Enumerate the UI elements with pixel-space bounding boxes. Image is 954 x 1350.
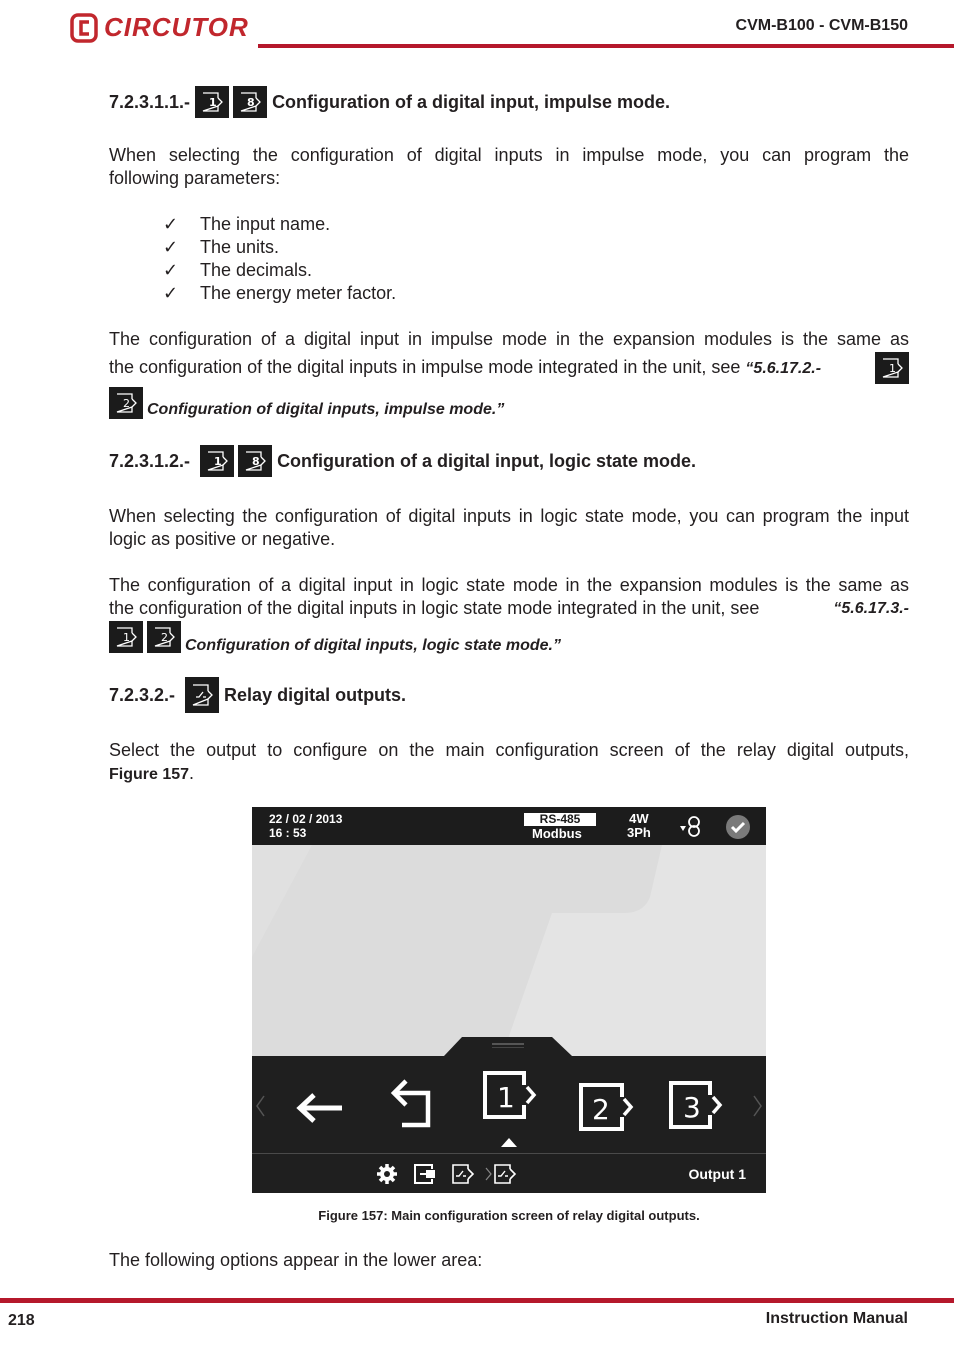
check-mark-icon: ✓ bbox=[163, 237, 179, 257]
status-bar bbox=[252, 807, 766, 845]
icon-digit: 8 bbox=[247, 96, 255, 109]
reference-line bbox=[109, 619, 561, 655]
back-arrow-icon[interactable] bbox=[294, 1090, 346, 1126]
svg-text:2: 2 bbox=[592, 1093, 610, 1126]
icon-digit: 1 bbox=[889, 362, 896, 375]
paragraph-line: logic as positive or negative. bbox=[109, 529, 336, 549]
section-number: 7.2.3.1.2.- bbox=[109, 450, 191, 471]
paragraph-line: When selecting the configuration of digital inputs in logic state mode, you can program the input bbox=[109, 506, 909, 526]
ct-icon[interactable] bbox=[678, 814, 704, 840]
status-label: Output 1 bbox=[688, 1166, 746, 1182]
section-heading-relay bbox=[109, 677, 406, 713]
list-item: ✓ The energy meter factor. bbox=[163, 283, 397, 303]
icon-digit: 2 bbox=[123, 397, 130, 410]
section-number: 7.2.3.2.- bbox=[109, 684, 176, 705]
section-title: Relay digital outputs. bbox=[224, 684, 407, 705]
cross-reference-title[interactable]: Configuration of digital inputs, logic state mode.” bbox=[185, 637, 561, 654]
gear-icon[interactable] bbox=[376, 1163, 398, 1185]
paragraph-line: following parameters: bbox=[109, 168, 281, 188]
brand-name: CIRCUTOR bbox=[104, 12, 249, 42]
wiring-system: 4W 3Ph bbox=[627, 811, 651, 840]
svg-text:3: 3 bbox=[683, 1091, 701, 1124]
digital-input-icon bbox=[109, 387, 143, 419]
digital-input-icon bbox=[238, 445, 272, 477]
figure-reference[interactable]: Figure 157 bbox=[109, 766, 190, 783]
cross-reference-title[interactable]: Configuration of digital inputs, impulse mode.” bbox=[147, 401, 505, 418]
reference-line bbox=[109, 387, 504, 419]
paragraph-line: the configuration of the digital inputs in impulse mode integrated in the unit, see “5.6.17.2.- 1 bbox=[109, 352, 909, 384]
paragraph-line: When selecting the configuration of digital inputs in impulse mode, you can program the bbox=[109, 145, 909, 165]
brand-logo bbox=[70, 12, 249, 43]
relay-selected-icon[interactable] bbox=[492, 1162, 518, 1186]
date: 22 / 02 / 2013 bbox=[269, 812, 343, 826]
selected-indicator-icon bbox=[501, 1138, 517, 1147]
menu-separator bbox=[252, 1153, 766, 1154]
check-mark-icon: ✓ bbox=[163, 283, 179, 303]
relay-output-icon bbox=[185, 677, 219, 713]
paragraph-line: The following options appear in the lower area: bbox=[109, 1250, 483, 1270]
icon-digit: 8 bbox=[252, 455, 260, 468]
paragraph-line: the configuration of the digital inputs in logic state mode integrated in the unit, see “5.6.17.3.- bbox=[109, 598, 909, 618]
paragraph-line: The configuration of a digital input in logic state mode in the expansion modules is the same as bbox=[109, 575, 909, 595]
section-title: Configuration of a digital input, logic state mode. bbox=[277, 450, 697, 471]
device-screen bbox=[252, 807, 766, 1193]
footer-rule bbox=[0, 1298, 954, 1303]
comm-badge: RS-485 bbox=[524, 813, 596, 826]
icon-digit: 1 bbox=[209, 96, 217, 109]
list-item: ✓ The input name. bbox=[163, 214, 331, 234]
icon-digit: 2 bbox=[161, 631, 168, 644]
digital-input-icon[interactable] bbox=[412, 1162, 438, 1186]
undo-icon[interactable] bbox=[388, 1077, 438, 1131]
manual-label: Instruction Manual bbox=[765, 1310, 908, 1327]
paragraph-line: Select the output to configure on the main configuration screen of the relay digital outputs, bbox=[109, 740, 909, 760]
section-heading-impulse bbox=[109, 86, 670, 118]
check-mark-icon: ✓ bbox=[163, 260, 179, 280]
digital-input-icon bbox=[195, 86, 229, 118]
svg-text:1: 1 bbox=[497, 1081, 515, 1114]
digital-input-icon bbox=[200, 445, 234, 477]
output-1-icon[interactable] bbox=[480, 1069, 540, 1123]
figure-caption: Figure 157: Main configuration screen of relay digital outputs. bbox=[318, 1208, 700, 1223]
icon-digit: 1 bbox=[214, 455, 222, 468]
check-mark-icon: ✓ bbox=[163, 214, 179, 234]
digital-input-icon bbox=[147, 621, 181, 653]
output-3-icon[interactable] bbox=[666, 1079, 726, 1133]
paragraph-line: Figure 157. bbox=[109, 763, 195, 783]
list-item: ✓ The decimals. bbox=[163, 260, 313, 280]
scroll-left-icon[interactable] bbox=[254, 1094, 266, 1118]
comm-protocol: Modbus bbox=[532, 826, 582, 841]
parameter-list bbox=[163, 213, 396, 305]
circutor-logo-icon bbox=[70, 13, 98, 43]
relay-icon[interactable] bbox=[450, 1162, 476, 1186]
digital-input-icon bbox=[109, 621, 143, 653]
digital-input-icon bbox=[233, 86, 267, 118]
digital-input-icon bbox=[875, 352, 909, 384]
date-time bbox=[269, 812, 342, 840]
paragraph-line: The configuration of a digital input in impulse mode in the expansion modules is the same as bbox=[109, 329, 909, 349]
scroll-right-icon[interactable] bbox=[752, 1094, 764, 1118]
list-item: ✓ The units. bbox=[163, 237, 280, 257]
document-model: CVM-B100 - CVM-B150 bbox=[735, 17, 908, 34]
section-heading-logic bbox=[109, 445, 696, 477]
section-title: Configuration of a digital input, impulse mode. bbox=[272, 91, 671, 112]
cross-reference[interactable]: “5.6.17.3.- bbox=[833, 600, 909, 617]
time: 16 : 53 bbox=[269, 826, 307, 840]
check-icon[interactable] bbox=[725, 814, 751, 840]
cross-reference[interactable]: “5.6.17.2.- bbox=[745, 360, 822, 377]
output-2-icon[interactable] bbox=[576, 1081, 636, 1135]
page-number: 218 bbox=[8, 1312, 35, 1329]
icon-digit: 1 bbox=[123, 631, 130, 644]
section-number: 7.2.3.1.1.- bbox=[109, 91, 191, 112]
header-rule bbox=[258, 44, 954, 48]
